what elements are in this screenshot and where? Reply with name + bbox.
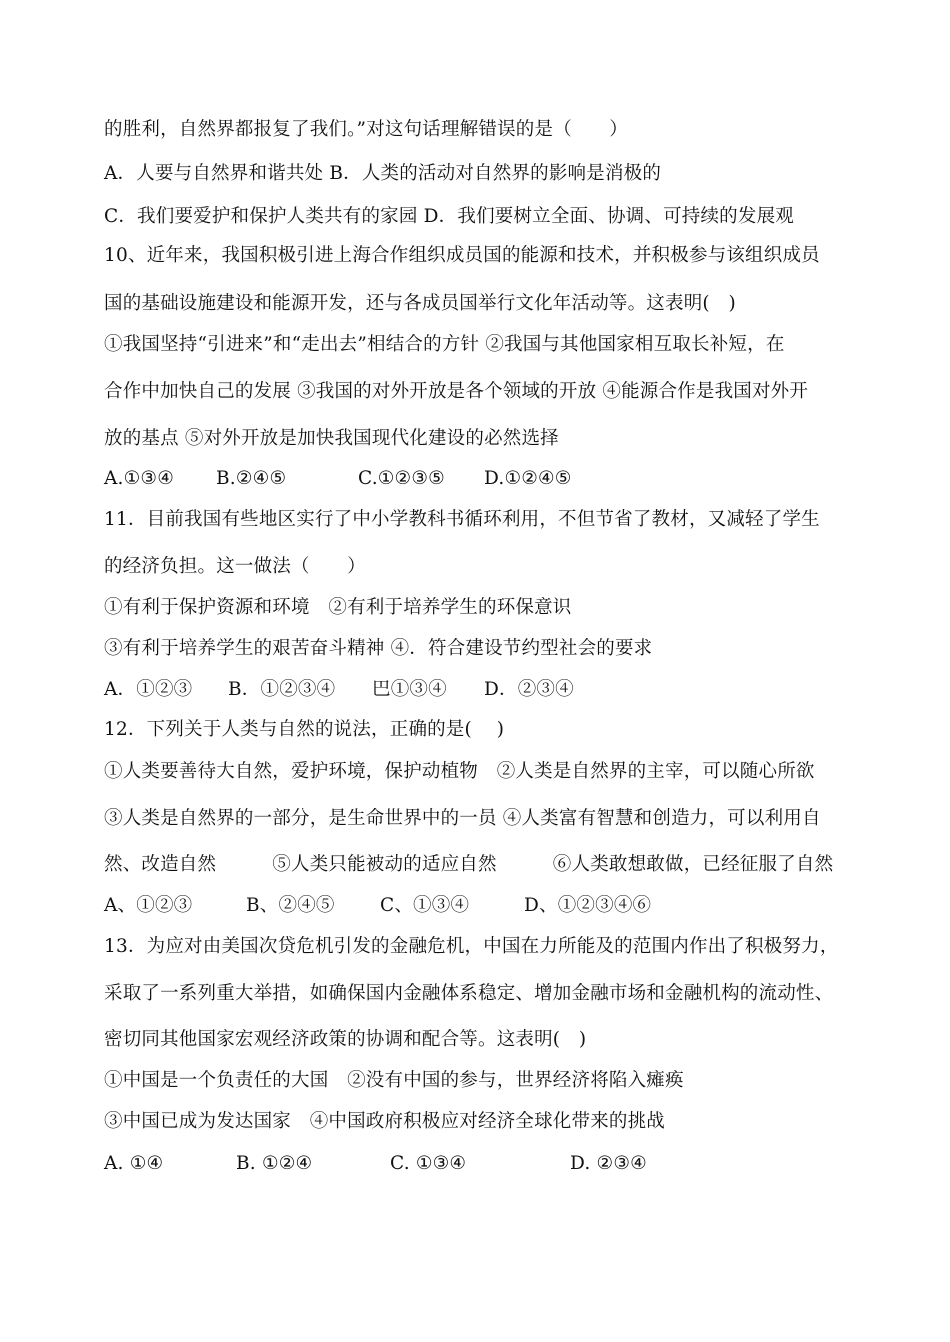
q12-option-b: B、②④⑤	[246, 895, 335, 916]
q12-option-c: C、①③④	[380, 895, 470, 916]
q13-option-a: A. ①④	[104, 1153, 164, 1174]
q11-item-line-1: ①有利于保护资源和环境 ②有利于培养学生的环保意识	[104, 597, 572, 618]
q11-option-b: B．①②③④	[228, 679, 336, 700]
q11-stem-line-1: 11．目前我国有些地区实行了中小学教科书循环利用，不但节省了教材，又减轻了学生	[104, 509, 820, 530]
q11-options	[104, 678, 860, 702]
q13-stem-line-3: 密切同其他国家宏观经济政策的协调和配合等。这表明( )	[104, 1029, 587, 1050]
q10-stem-line-1: 10、近年来，我国积极引进上海合作组织成员国的能源和技术，并积极参与该组织成员	[104, 245, 820, 266]
q13-option-d: D. ②③④	[570, 1153, 647, 1174]
q12-item-line-2: ③人类是自然界的一部分，是生命世界中的一员 ④人类富有智慧和创造力，可以利用自	[104, 808, 821, 829]
q9-stem-tail: 的胜利，自然界都报复了我们。”对这句话理解错误的是（ ）	[104, 119, 629, 140]
q10-option-a: A.①③④	[104, 468, 174, 489]
q11-option-a: A．①②③	[104, 679, 193, 700]
q13-item-line-2: ③中国已成为发达国家 ④中国政府积极应对经济全球化带来的挑战	[104, 1111, 666, 1132]
q10-item-line-3: 放的基点 ⑤对外开放是加快我国现代化建设的必然选择	[104, 428, 559, 449]
q10-option-d: D.①②④⑤	[484, 468, 572, 489]
q12-option-d: D、①②③④⑥	[524, 895, 652, 916]
q12-item-line-3: 然、改造自然 ⑤人类只能被动的适应自然 ⑥人类敢想敢做，已经征服了自然	[104, 854, 834, 875]
q12-item-line-1: ①人类要善待大自然，爱护环境，保护动植物 ②人类是自然界的主宰，可以随心所欲	[104, 761, 815, 782]
q12-option-a: A、①②③	[104, 895, 193, 916]
q13-option-c: C. ①③④	[390, 1153, 467, 1174]
q9-options-line-1: A．人要与自然界和谐共处 B．人类的活动对自然界的影响是消极的	[104, 163, 662, 184]
q10-item-line-1: ①我国坚持“引进来”和“走出去”相结合的方针 ②我国与其他国家相互取长补短，在	[104, 334, 785, 355]
q10-item-line-2: 合作中加快自己的发展 ③我国的对外开放是各个领域的开放 ④能源合作是我国对外开	[104, 381, 809, 402]
q10-stem-line-2: 国的基础设施建设和能源开发，还与各成员国举行文化年活动等。这表明( )	[104, 293, 736, 314]
q11-option-c: 巴①③④	[372, 679, 447, 700]
q11-stem-line-2: 的经济负担。这一做法（ ）	[104, 556, 366, 577]
q13-stem-line-1: 13．为应对由美国次贷危机引发的金融危机，中国在力所能及的范围内作出了积极努力，	[104, 936, 839, 957]
q11-item-line-2: ③有利于培养学生的艰苦奋斗精神 ④．符合建设节约型社会的要求	[104, 638, 653, 659]
q13-stem-line-2: 采取了一系列重大举措，如确保国内金融体系稳定、增加金融市场和金融机构的流动性、	[104, 983, 834, 1004]
q10-options	[104, 467, 860, 491]
q13-option-b: B. ①②④	[236, 1153, 313, 1174]
q12-stem: 12．下列关于人类与自然的说法，正确的是( )	[104, 719, 505, 740]
q10-option-b: B.②④⑤	[216, 468, 287, 489]
q13-item-line-1: ①中国是一个负责任的大国 ②没有中国的参与，世界经济将陷入瘫痪	[104, 1070, 684, 1091]
q11-option-d: D．②③④	[484, 679, 574, 700]
q13-options	[104, 1152, 860, 1176]
q10-option-c: C.①②③⑤	[358, 468, 445, 489]
q9-options-line-2: C．我们要爱护和保护人类共有的家园 D．我们要树立全面、协调、可持续的发展观	[104, 206, 794, 227]
q12-options	[104, 894, 860, 918]
